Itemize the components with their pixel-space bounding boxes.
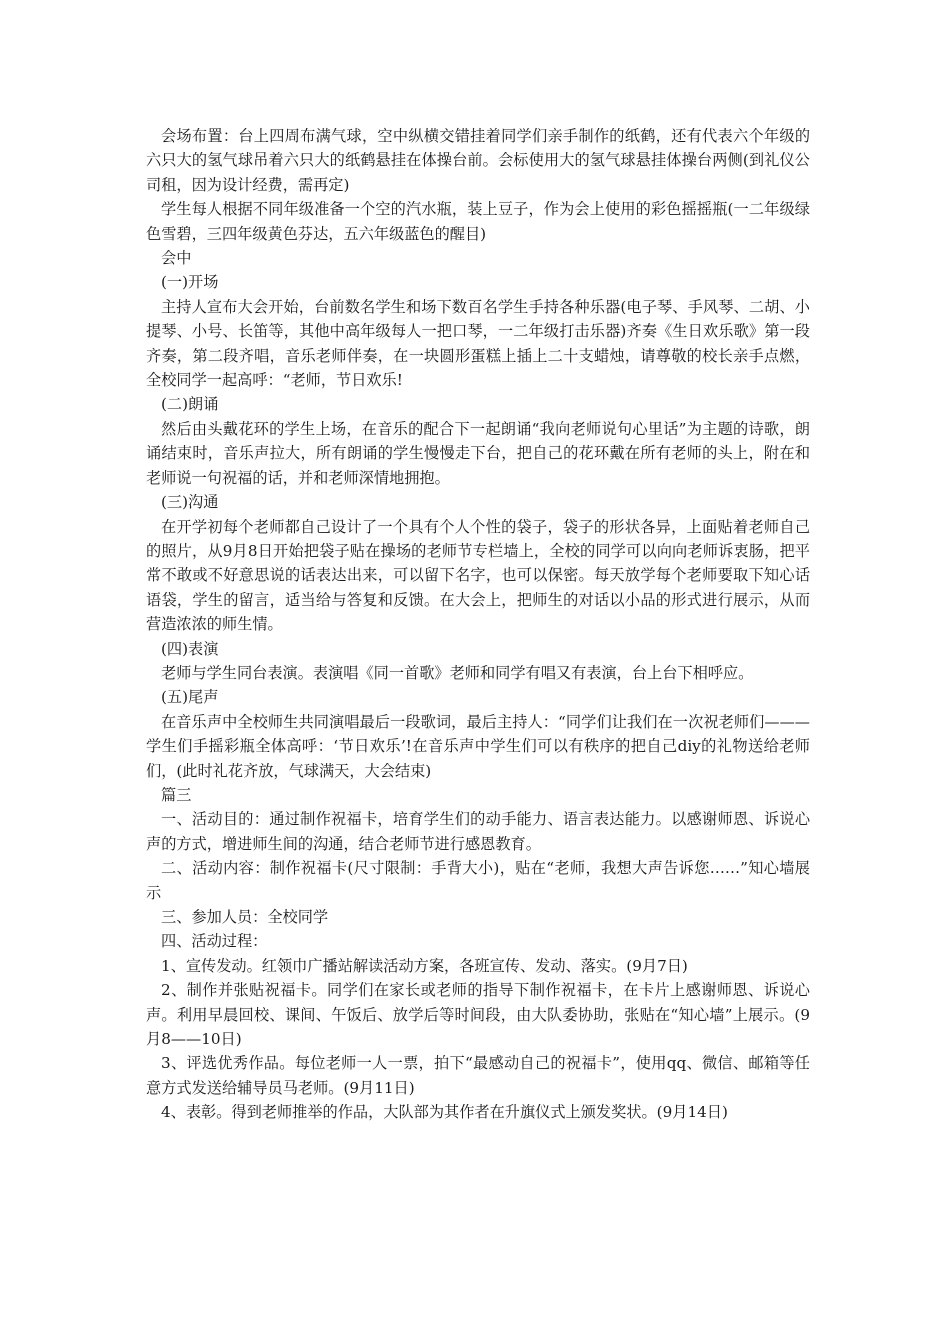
heading-finale: (五)尾声 bbox=[161, 688, 219, 707]
paragraph-performance: 老师与学生同台表演。表演唱《同一首歌》老师和同学有唱又有表演，台上台下相呼应。 bbox=[161, 663, 754, 682]
paragraph-recitation: 然后由头戴花环的学生上场，在音乐的配合下一起朗诵“我向老师说句心里话”为主题的诗歌，朗诵结束时，音乐声拉大，所有朗诵的学生慢慢走下台，把自己的花环戴在所有老师的头上，附在和老师说一句祝福的话，并和老师深情地拥抱。 bbox=[146, 419, 810, 487]
heading-performance: (四)表演 bbox=[161, 639, 219, 658]
list-item-step-1: 1、宣传发动。红领巾广播站解读活动方案，各班宣传、发动、落实。(9月7日) bbox=[161, 956, 688, 975]
heading-activity-process: 四、活动过程： bbox=[161, 932, 268, 951]
heading-part-three: 篇三 bbox=[161, 785, 192, 804]
heading-during-event: 会中 bbox=[161, 249, 192, 268]
paragraph-venue-layout: 会场布置：台上四周布满气球，空中纵横交错挂着同学们亲手制作的纸鹤，还有代表六个年级的六只大的氢气球吊着六只大的纸鹤悬挂在体操台前。会标使用大的氢气球悬挂体操台两侧(到礼仪公司租，因为设计经费，需再定) bbox=[146, 127, 810, 194]
document-body bbox=[146, 124, 810, 1125]
paragraph-communication: 在开学初每个老师都自己设计了一个具有个人个性的袋子，袋子的形状各异，上面贴着老师自己的照片，从9月8日开始把袋子贴在操场的老师节专栏墙上，全校的同学可以向向老师诉衷肠，把平常不敢或不好意思说的话表达出来，可以留下名字，也可以保密。每天放学每个老师要取下知心话语袋，学生的留言，适当给与答复和反馈。在大会上，把师生的对话以小品的形式进行展示，从而营造浓浓的师生情。 bbox=[146, 517, 810, 634]
paragraph-shaker-bottles: 学生每人根据不同年级准备一个空的汽水瓶，装上豆子，作为会上使用的彩色摇摇瓶(一二年级绿色雪碧，三四年级黄色芬达，五六年级蓝色的醒目) bbox=[146, 200, 810, 243]
list-item-step-4: 4、表彰。得到老师推举的作品，大队部为其作者在升旗仪式上颁发奖状。(9月14日) bbox=[161, 1103, 728, 1122]
heading-communication: (三)沟通 bbox=[161, 493, 219, 512]
heading-opening: (一)开场 bbox=[161, 273, 219, 292]
paragraph-activity-purpose: 一、活动目的：通过制作祝福卡，培育学生们的动手能力、语言表达能力。以感谢师恩、诉说心声的方式，增进师生间的沟通，结合老师节进行感恩教育。 bbox=[146, 810, 810, 853]
list-item-step-3: 3、评选优秀作品。每位老师一人一票，拍下“最感动自己的祝福卡”，使用qq、微信、邮箱等任意方式发送给辅导员马老师。(9月11日) bbox=[146, 1054, 810, 1097]
paragraph-opening: 主持人宣布大会开始，台前数名学生和场下数百名学生手持各种乐器(电子琴、手风琴、二胡、小提琴、小号、长笛等，其他中高年级每人一把口琴，一二年级打击乐器)齐奏《生日欢乐歌》第一段齐奏，第二段齐唱，音乐老师伴奏，在一块圆形蛋糕上插上二十支蜡烛，请尊敬的校长亲手点燃，全校同学一起高呼：“老师，节日欢乐! bbox=[146, 297, 810, 390]
list-item-step-2: 2、制作并张贴祝福卡。同学们在家长或老师的指导下制作祝福卡，在卡片上感谢师恩、诉说心声。利用早晨回校、课间、午饭后、放学后等时间段，由大队委协助，张贴在“知心墙”上展示。(9月8——10日) bbox=[146, 981, 810, 1049]
heading-recitation: (二)朗诵 bbox=[161, 395, 219, 414]
paragraph-activity-content: 二、活动内容：制作祝福卡(尺寸限制：手背大小)，贴在“老师，我想大声告诉您……”知心墙展示 bbox=[146, 859, 810, 902]
paragraph-finale: 在音乐声中全校师生共同演唱最后一段歌词，最后主持人：“同学们让我们在一次祝老师们———学生们手摇彩瓶全体高呼：‘节日欢乐’!在音乐声中学生们可以有秩序的把自己diy的礼物送给老师们，(此时礼花齐放，气球满天，大会结束) bbox=[146, 712, 810, 780]
paragraph-participants: 三、参加人员：全校同学 bbox=[161, 908, 329, 926]
